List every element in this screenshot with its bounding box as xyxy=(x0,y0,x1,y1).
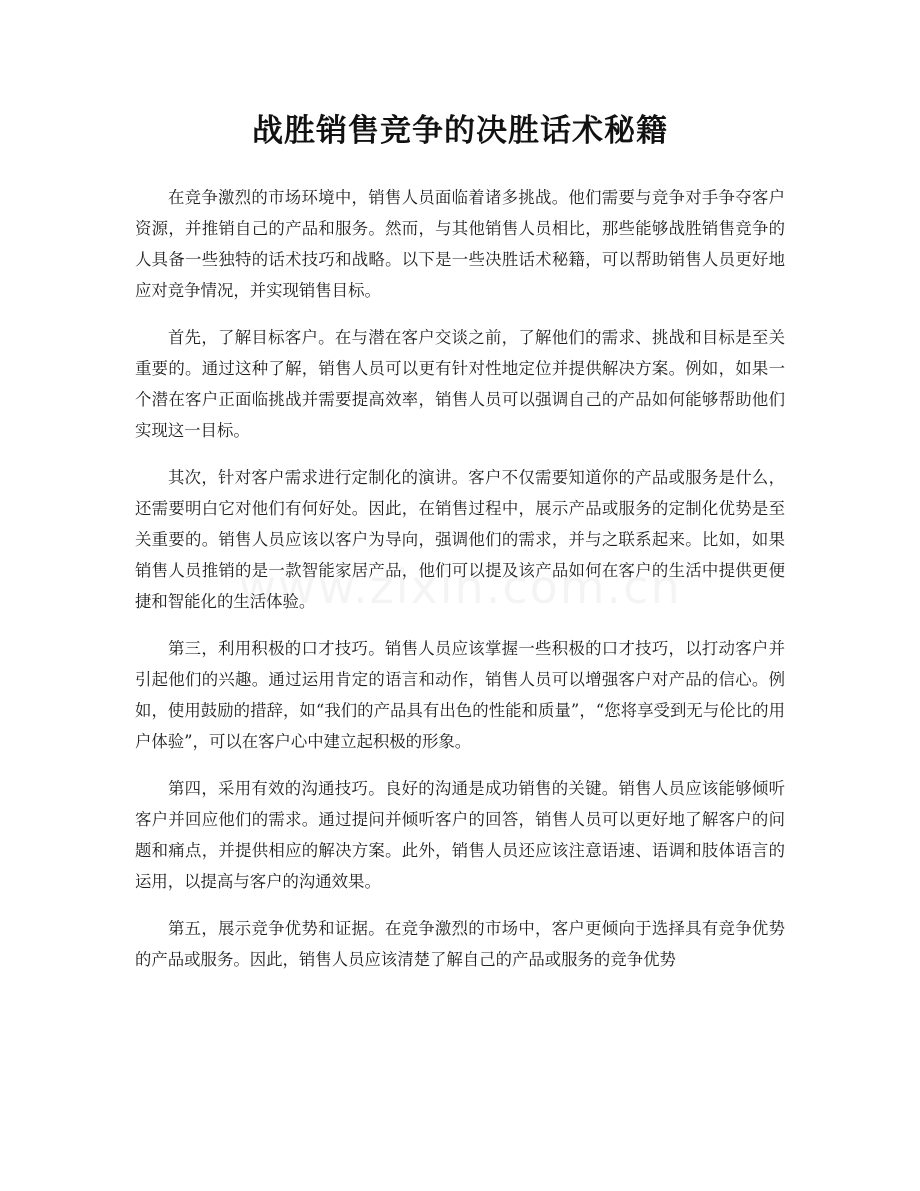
paragraph-intro: 在竞争激烈的市场环境中，销售人员面临着诸多挑战。他们需要与竞争对手争夺客户资源，并推销自己的产品和服务。然而，与其他销售人员相比，那些能够战胜销售竞争的人具备一些独特的话术技巧和战略。以下是一些决胜话术秘籍，可以帮助销售人员更好地应对竞争情况，并实现销售目标。 xyxy=(135,188,785,300)
paragraph-first: 首先，了解目标客户。在与潜在客户交谈之前，了解他们的需求、挑战和目标是至关重要的。通过这种了解，销售人员可以更有针对性地定位并提供解决方案。例如，如果一个潜在客户正面临挑战并需要提高效率，销售人员可以强调自己的产品如何能够帮助他们实现这一目标。 xyxy=(135,328,785,440)
document-body xyxy=(135,182,785,991)
paragraph-second: 其次，针对客户需求进行定制化的演讲。客户不仅需要知道你的产品或服务是什么，还需要明白它对他们有何好处。因此，在销售过程中，展示产品或服务的定制化优势是至关重要的。销售人员应该以客户为导向，强调他们的需求，并与之联系起来。比如，如果销售人员推销的是一款智能家居产品，他们可以提及该产品如何在客户的生活中提供更便捷和智能化的生活体验。 xyxy=(135,468,785,611)
document-title: 战胜销售竞争的决胜话术秘籍 xyxy=(252,113,668,149)
paragraph-fifth: 第五，展示竞争优势和证据。在竞争激烈的市场中，客户更倾向于选择具有竞争优势的产品或服务。因此，销售人员应该清楚了解自己的产品或服务的竞争优势 xyxy=(135,919,785,969)
paragraph-fourth: 第四，采用有效的沟通技巧。良好的沟通是成功销售的关键。销售人员应该能够倾听客户并回应他们的需求。通过提问并倾听客户的回答，销售人员可以更好地了解客户的问题和痛点，并提供相应的解决方案。此外，销售人员还应该注意语速、语调和肢体语言的运用，以提高与客户的沟通效果。 xyxy=(135,779,785,891)
paragraph-third: 第三，利用积极的口才技巧。销售人员应该掌握一些积极的口才技巧，以打动客户并引起他们的兴趣。通过运用肯定的语言和动作，销售人员可以增强客户对产品的信心。例如，使用鼓励的措辞，如“我们的产品具有出色的性能和质量”，“您将享受到无与伦比的用户体验”，可以在客户心中建立起积极的形象。 xyxy=(135,639,785,751)
